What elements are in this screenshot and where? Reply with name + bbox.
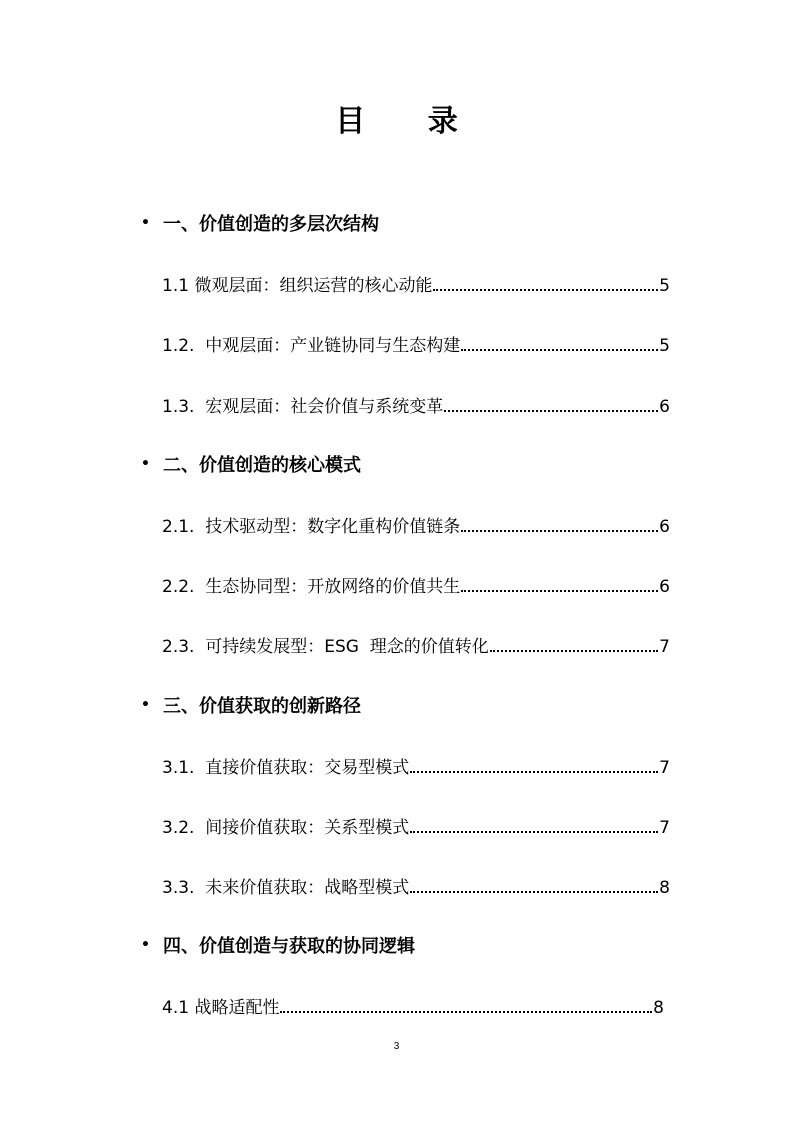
toc-entry-1-1[interactable] [162,270,670,296]
dot-leader [461,590,658,592]
dot-leader [410,771,658,773]
entry-label: 3.2. 间接价值获取：关系型模式 [162,818,410,838]
entry-label: 1.2. 中观层面：产业链协同与生态构建 [162,336,461,356]
toc-section-2[interactable] [141,450,661,478]
section-heading: 四、价值创造与获取的协同逻辑 [163,936,415,957]
toc-entry-3-1[interactable] [162,752,670,778]
toc-entry-4-1[interactable] [162,992,664,1018]
dot-leader [280,1011,652,1013]
bullet-icon: • [141,937,150,953]
toc-entry-1-2[interactable] [162,330,670,356]
entry-label: 2.2. 生态协同型：开放网络的价值共生 [162,577,461,597]
entry-page: 7 [659,818,670,838]
entry-page: 5 [659,276,670,296]
entry-label: 2.1. 技术驱动型：数字化重构价值链条 [162,517,461,537]
entry-label: 1.1 微观层面：组织运营的核心动能 [162,276,433,296]
page-title: 目 录 [335,104,484,139]
entry-label: 1.3. 宏观层面：社会价值与系统变革 [162,397,444,417]
dot-leader [490,650,658,652]
bullet-icon: • [141,697,150,713]
section-heading: 一、价值创造的多层次结构 [163,214,379,235]
toc-entry-3-3[interactable] [162,872,670,898]
entry-label: 4.1 战略适配性 [162,998,280,1018]
entry-label: 2.3. 可持续发展型：ESG 理念的价值转化 [162,637,489,657]
entry-page: 8 [653,998,664,1018]
entry-label: 3.1. 直接价值获取：交易型模式 [162,758,410,778]
dot-leader [410,891,658,893]
toc-section-1[interactable] [141,209,661,237]
entry-page: 7 [659,758,670,778]
bullet-icon: • [141,456,150,472]
page-number: 3 [393,1041,400,1052]
toc-entry-2-1[interactable] [162,511,670,537]
toc-section-4[interactable] [141,931,661,959]
dot-leader [461,530,658,532]
bullet-icon: • [141,215,150,231]
dot-leader [444,410,658,412]
dot-leader [433,289,658,291]
section-heading: 三、价值获取的创新路径 [163,696,361,717]
entry-page: 6 [659,397,670,417]
toc-entry-1-3[interactable] [162,391,670,417]
entry-page: 6 [659,577,670,597]
entry-page: 6 [659,517,670,537]
entry-page: 7 [659,637,670,657]
toc-entry-2-2[interactable] [162,571,670,597]
entry-page: 8 [659,878,670,898]
section-heading: 二、价值创造的核心模式 [163,455,361,476]
entry-label: 3.3. 未来价值获取：战略型模式 [162,878,410,898]
toc-section-3[interactable] [141,691,661,719]
toc-entry-3-2[interactable] [162,812,670,838]
dot-leader [461,349,658,351]
toc-entry-2-3[interactable] [162,631,670,657]
dot-leader [410,831,658,833]
entry-page: 5 [659,336,670,356]
